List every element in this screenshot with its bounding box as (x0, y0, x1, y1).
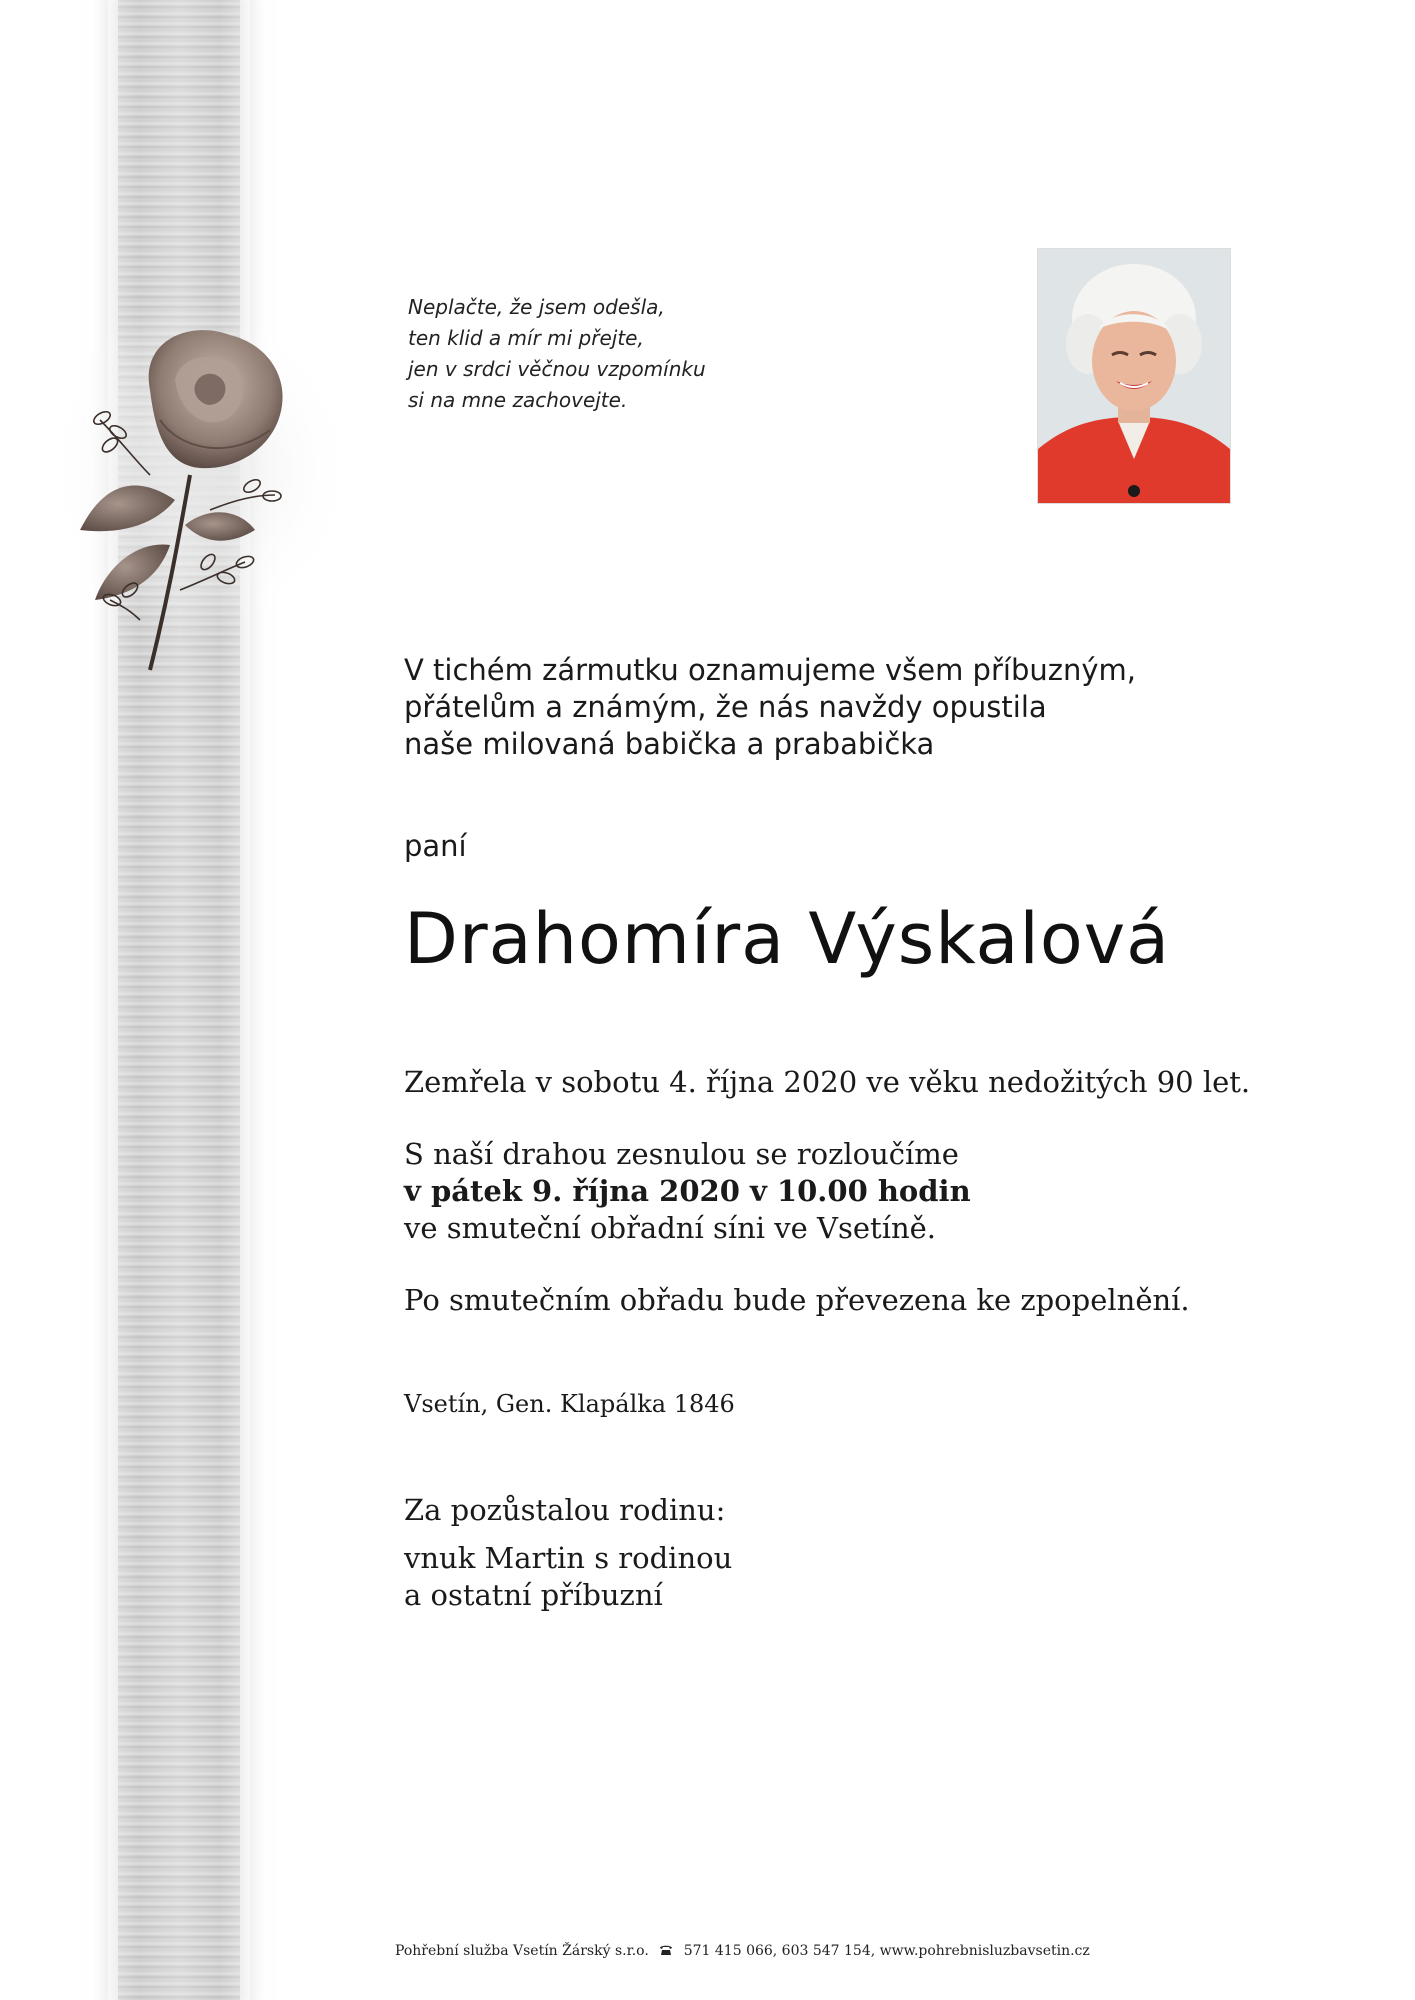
announcement-line: V tichém zármutku oznamujeme všem příbuzným, (404, 653, 1136, 687)
poem (408, 292, 768, 416)
announcement-line: přátelům a známým, že nás navždy opustila (404, 690, 1047, 724)
address: Vsetín, Gen. Klapálka 1846 (404, 1390, 735, 1418)
family-line: a ostatní příbuzní (404, 1578, 663, 1612)
cremation-note: Po smutečním obřadu bude převezena ke zpopelnění. (404, 1283, 1190, 1317)
family-heading: Za pozůstalou rodinu: (404, 1493, 726, 1527)
farewell-info (404, 1136, 971, 1247)
phone-icon (659, 1944, 673, 1956)
family-line: vnuk Martin s rodinou (404, 1541, 733, 1575)
poem-line: Neplačte, že jsem odešla, (408, 295, 665, 319)
poem-line: ten klid a mír mi přejte, (408, 326, 644, 350)
rose-illustration (40, 300, 360, 680)
farewell-place: ve smuteční obřadní síni ve Vsetíně. (404, 1211, 937, 1245)
family-list (404, 1540, 732, 1614)
footer (395, 1943, 1090, 1959)
honorific: paní (404, 829, 467, 863)
footer-contact: 571 415 066, 603 547 154, www.pohrebnisluzbavsetin.cz (683, 1943, 1090, 1959)
farewell-line: S naší drahou zesnulou se rozloučíme (404, 1137, 959, 1171)
farewell-date: v pátek 9. října 2020 v 10.00 hodin (404, 1174, 971, 1208)
announcement (404, 652, 1136, 763)
poem-line: si na mne zachovejte. (408, 388, 628, 412)
poem-line: jen v srdci věčnou vzpomínku (408, 357, 706, 381)
portrait-photo (1037, 248, 1231, 504)
footer-company: Pohřební služba Vsetín Žárský s.r.o. (395, 1943, 649, 1959)
deceased-name: Drahomíra Výskalová (404, 898, 1171, 980)
death-info: Zemřela v sobotu 4. října 2020 ve věku nedožitých 90 let. (404, 1065, 1251, 1099)
announcement-line: naše milovaná babička a prababička (404, 727, 935, 761)
